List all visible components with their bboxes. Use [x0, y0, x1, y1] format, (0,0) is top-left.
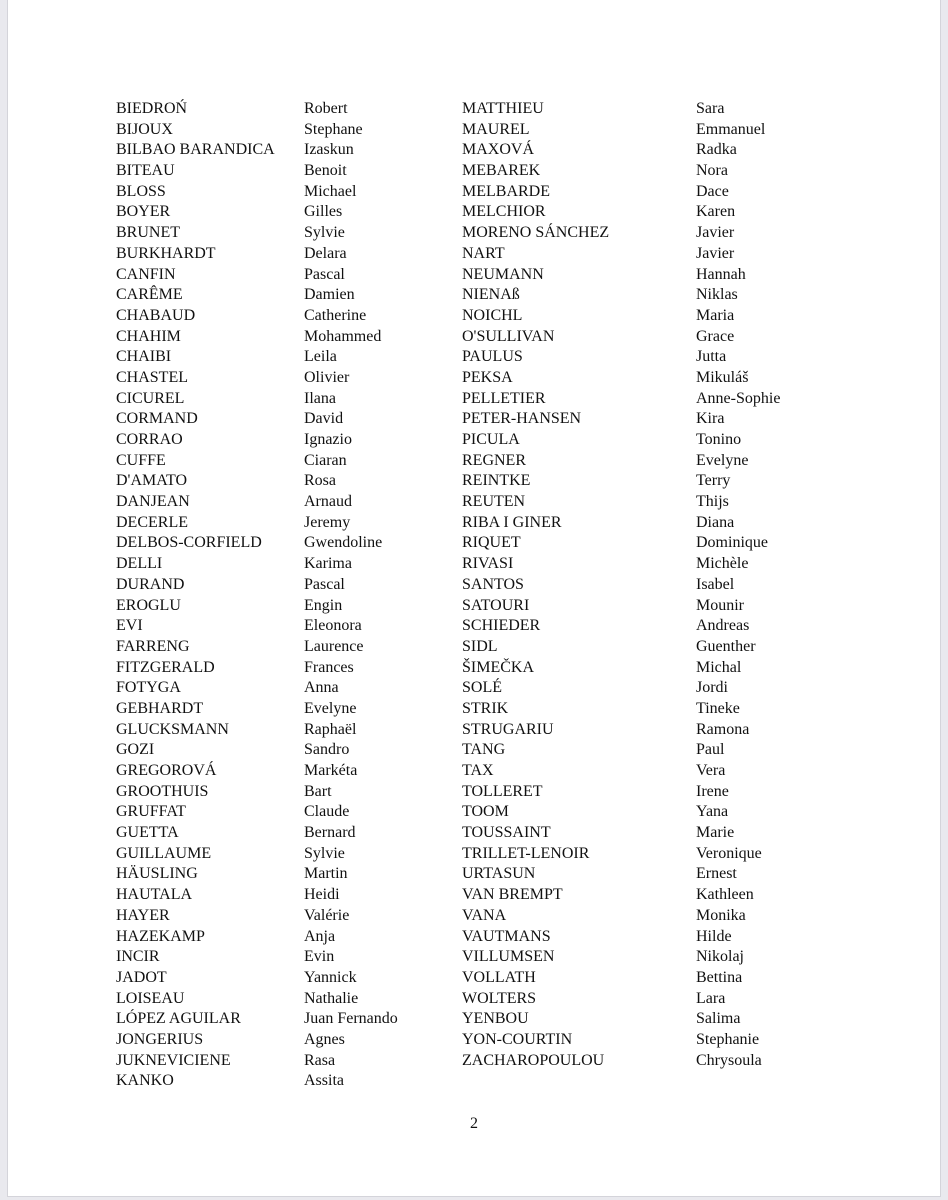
first-name-left: Frances — [304, 658, 354, 676]
surname-right: STRUGARIU — [462, 720, 554, 738]
surname-left: HAZEKAMP — [116, 927, 205, 945]
surname-left: LÓPEZ AGUILAR — [116, 1010, 241, 1028]
first-name-right: Yana — [696, 803, 729, 821]
surname-right: SIDL — [462, 637, 498, 655]
first-name-right: Michèle — [696, 555, 749, 573]
page-number: 2 — [470, 1115, 478, 1132]
name-row — [8, 202, 940, 223]
surname-right: MAXOVÁ — [462, 141, 534, 159]
first-name-left: Claude — [304, 803, 350, 821]
first-name-left: Anja — [304, 927, 336, 945]
first-name-left: Heidi — [304, 886, 340, 904]
surname-right: MORENO SÁNCHEZ — [462, 224, 610, 242]
first-name-left: Martin — [304, 865, 348, 883]
first-name-left: Sylvie — [304, 844, 345, 862]
first-name-right: Radka — [696, 141, 737, 159]
first-name-left: Jeremy — [304, 513, 351, 531]
first-name-left: Mohammed — [304, 327, 382, 345]
surname-right: TOUSSAINT — [462, 824, 551, 842]
name-row — [8, 1030, 940, 1051]
surname-right: YENBOU — [462, 1010, 529, 1028]
surname-left: CHASTEL — [116, 368, 188, 386]
first-name-left: Bernard — [304, 824, 356, 842]
surname-left: BURKHARDT — [116, 244, 216, 262]
first-name-right: Lara — [696, 989, 726, 1007]
first-name-left: Arnaud — [304, 493, 352, 511]
surname-left: GUILLAUME — [116, 844, 212, 862]
first-name-right: Thijs — [696, 493, 729, 511]
surname-right: REINTKE — [462, 472, 531, 490]
surname-right: TAX — [462, 762, 494, 779]
first-name-right: Evelyne — [696, 451, 749, 469]
first-name-right: Ramona — [696, 720, 750, 738]
name-row — [8, 533, 940, 554]
name-row — [8, 492, 940, 513]
surname-right: VOLLATH — [462, 968, 536, 986]
surname-left: FARRENG — [116, 637, 190, 655]
first-name-right: Ernest — [696, 865, 737, 883]
name-row — [8, 989, 940, 1010]
name-row — [8, 906, 940, 927]
surname-right: MELCHIOR — [462, 203, 546, 221]
name-row — [8, 720, 940, 741]
first-name-left: Michael — [304, 182, 357, 200]
first-name-right: Grace — [696, 327, 735, 345]
surname-right: MELBARDE — [462, 182, 550, 200]
name-row — [8, 306, 940, 327]
surname-right: TOOM — [462, 803, 509, 821]
surname-right: O'SULLIVAN — [462, 327, 555, 345]
surname-left: GROOTHUIS — [116, 782, 209, 800]
surname-right: RIVASI — [462, 555, 514, 573]
surname-right: MAUREL — [462, 120, 530, 138]
surname-left: D'AMATO — [116, 472, 188, 490]
surname-left: CHAHIM — [116, 327, 181, 345]
first-name-right: Mounir — [696, 596, 744, 614]
first-name-right: Andreas — [696, 617, 750, 635]
first-name-right: Vera — [696, 762, 726, 779]
first-name-right: Bettina — [696, 968, 743, 986]
first-name-left: Valérie — [304, 906, 350, 924]
first-name-left: Bart — [304, 782, 332, 800]
first-name-left: Nathalie — [304, 989, 359, 1007]
surname-left: CHABAUD — [116, 306, 196, 324]
first-name-left: Evelyne — [304, 699, 357, 717]
first-name-right: Dace — [696, 182, 729, 200]
surname-right: RIBA I GINER — [462, 513, 562, 531]
surname-right: MATTHIEU — [462, 100, 544, 117]
name-row — [8, 968, 940, 989]
first-name-right: Tineke — [696, 699, 740, 717]
name-row — [8, 223, 940, 244]
name-row — [8, 658, 940, 679]
first-name-right: Marie — [696, 824, 735, 842]
first-name-right: Nora — [696, 162, 728, 180]
first-name-left: Assita — [304, 1072, 344, 1090]
name-row — [8, 182, 940, 203]
surname-right: YON-COURTIN — [462, 1030, 573, 1048]
surname-left: GREGOROVÁ — [116, 762, 217, 779]
first-name-left: Markéta — [304, 762, 358, 779]
surname-right: PELLETIER — [462, 389, 546, 407]
name-row — [8, 1071, 940, 1092]
first-name-left: Stephane — [304, 120, 363, 138]
first-name-right: Javier — [696, 224, 735, 242]
surname-left: BIJOUX — [116, 120, 173, 138]
first-name-left: Pascal — [304, 265, 345, 283]
name-row — [8, 471, 940, 492]
surname-left: BITEAU — [116, 162, 175, 180]
first-name-right: Terry — [696, 472, 731, 490]
surname-left: GUETTA — [116, 824, 179, 842]
surname-right: SANTOS — [462, 575, 524, 593]
surname-right: ZACHAROPOULOU — [462, 1051, 605, 1069]
name-row — [8, 678, 940, 699]
surname-right: PAULUS — [462, 348, 523, 366]
first-name-left: Robert — [304, 100, 348, 117]
surname-left: GRUFFAT — [116, 803, 186, 821]
surname-left: DURAND — [116, 575, 185, 593]
first-name-left: Eleonora — [304, 617, 362, 635]
name-row — [8, 120, 940, 141]
surname-right: PEKSA — [462, 368, 513, 386]
surname-right: WOLTERS — [462, 989, 537, 1007]
name-row — [8, 740, 940, 761]
name-row — [8, 327, 940, 348]
surname-left: CICUREL — [116, 389, 185, 407]
name-row — [8, 885, 940, 906]
first-name-left: Engin — [304, 596, 343, 614]
name-row — [8, 1009, 940, 1030]
name-row — [8, 1051, 940, 1072]
surname-left: CORMAND — [116, 410, 198, 428]
first-name-right: Monika — [696, 906, 746, 924]
first-name-left: Ignazio — [304, 431, 352, 448]
surname-left: HAYER — [116, 906, 170, 924]
surname-right: SCHIEDER — [462, 617, 541, 635]
first-name-right: Tonino — [696, 431, 742, 448]
surname-left: JUKNEVICIENE — [116, 1051, 231, 1069]
surname-left: CORRAO — [116, 431, 183, 448]
document-page — [8, 0, 940, 1196]
surname-left: EROGLU — [116, 596, 181, 614]
first-name-right: Mikuláš — [696, 368, 749, 386]
name-row — [8, 389, 940, 410]
surname-left: LOISEAU — [116, 989, 185, 1007]
surname-left: BOYER — [116, 203, 171, 221]
first-name-right: Guenther — [696, 637, 756, 655]
surname-right: PETER-HANSEN — [462, 410, 582, 428]
name-row — [8, 823, 940, 844]
name-row — [8, 244, 940, 265]
first-name-left: Rasa — [304, 1051, 336, 1069]
surname-right: NART — [462, 244, 505, 262]
first-name-left: Olivier — [304, 368, 350, 386]
surname-right: SATOURI — [462, 596, 530, 614]
name-row — [8, 947, 940, 968]
first-name-left: Anna — [304, 679, 339, 697]
name-list — [8, 99, 940, 1092]
surname-right: ŠIMEČKA — [462, 658, 535, 676]
first-name-left: David — [304, 410, 344, 428]
name-row — [8, 430, 940, 451]
first-name-left: Sylvie — [304, 224, 345, 242]
surname-left: DELBOS-CORFIELD — [116, 534, 262, 552]
name-row — [8, 927, 940, 948]
first-name-right: Karen — [696, 203, 736, 221]
surname-left: FOTYGA — [116, 679, 181, 697]
first-name-right: Michal — [696, 658, 742, 676]
name-row — [8, 637, 940, 658]
surname-left: DECERLE — [116, 513, 188, 531]
name-row — [8, 451, 940, 472]
surname-right: REUTEN — [462, 493, 526, 511]
first-name-left: Agnes — [304, 1030, 345, 1048]
first-name-left: Izaskun — [304, 141, 354, 159]
surname-left: CARÊME — [116, 286, 183, 304]
first-name-right: Maria — [696, 306, 735, 324]
name-row — [8, 368, 940, 389]
name-row — [8, 596, 940, 617]
surname-right: TANG — [462, 741, 506, 759]
first-name-left: Laurence — [304, 637, 364, 655]
first-name-left: Rosa — [304, 472, 336, 490]
name-row — [8, 802, 940, 823]
name-row — [8, 265, 940, 286]
first-name-right: Javier — [696, 244, 735, 262]
surname-left: BILBAO BARANDICA — [116, 141, 275, 159]
first-name-right: Dominique — [696, 534, 768, 552]
first-name-left: Leila — [304, 348, 337, 366]
surname-right: MEBAREK — [462, 162, 541, 180]
surname-left: CHAIBI — [116, 348, 172, 366]
first-name-left: Gilles — [304, 203, 343, 221]
surname-right: REGNER — [462, 451, 526, 469]
name-row — [8, 782, 940, 803]
surname-right: VANA — [462, 906, 507, 924]
surname-left: INCIR — [116, 948, 160, 966]
surname-left: DELLI — [116, 555, 163, 573]
surname-right: VILLUMSEN — [462, 948, 555, 966]
first-name-left: Ilana — [304, 389, 336, 407]
surname-left: EVI — [116, 617, 143, 635]
first-name-right: Irene — [696, 782, 729, 800]
surname-left: CANFIN — [116, 265, 176, 283]
surname-left: BIEDROŃ — [116, 100, 188, 117]
first-name-right: Kira — [696, 410, 725, 428]
first-name-right: Sara — [696, 100, 725, 117]
first-name-right: Paul — [696, 741, 725, 759]
surname-left: GLUCKSMANN — [116, 720, 229, 738]
first-name-right: Emmanuel — [696, 120, 766, 138]
name-row — [8, 699, 940, 720]
surname-left: BRUNET — [116, 224, 180, 242]
first-name-right: Stephanie — [696, 1030, 760, 1048]
surname-left: DANJEAN — [116, 493, 190, 511]
surname-left: CUFFE — [116, 451, 166, 469]
first-name-right: Jordi — [696, 679, 728, 697]
first-name-right: Isabel — [696, 575, 735, 593]
first-name-left: Pascal — [304, 575, 345, 593]
first-name-left: Sandro — [304, 741, 350, 759]
first-name-left: Yannick — [304, 968, 357, 986]
name-row — [8, 409, 940, 430]
surname-right: VAN BREMPT — [462, 886, 563, 904]
first-name-right: Niklas — [696, 286, 738, 304]
name-row — [8, 761, 940, 782]
name-row — [8, 347, 940, 368]
name-row — [8, 575, 940, 596]
surname-right: SOLÉ — [462, 679, 502, 697]
surname-left: JONGERIUS — [116, 1030, 204, 1048]
surname-left: JADOT — [116, 968, 167, 986]
name-row — [8, 844, 940, 865]
first-name-right: Hilde — [696, 927, 732, 945]
surname-right: STRIK — [462, 699, 509, 717]
first-name-left: Raphaël — [304, 720, 357, 738]
name-row — [8, 616, 940, 637]
first-name-right: Salima — [696, 1010, 741, 1028]
first-name-right: Jutta — [696, 348, 727, 366]
first-name-right: Diana — [696, 513, 735, 531]
first-name-left: Ciaran — [304, 451, 347, 469]
first-name-right: Veronique — [696, 844, 762, 862]
name-row — [8, 513, 940, 534]
surname-left: FITZGERALD — [116, 658, 215, 676]
surname-left: HÄUSLING — [116, 865, 198, 883]
surname-right: TOLLERET — [462, 782, 543, 800]
first-name-left: Damien — [304, 286, 355, 304]
surname-right: VAUTMANS — [462, 927, 551, 945]
surname-right: TRILLET-LENOIR — [462, 844, 590, 862]
first-name-left: Juan Fernando — [304, 1010, 398, 1028]
surname-right: NIENAß — [462, 286, 520, 304]
first-name-left: Benoit — [304, 162, 347, 180]
first-name-right: Chrysoula — [696, 1051, 762, 1069]
first-name-left: Delara — [304, 244, 347, 262]
name-row — [8, 554, 940, 575]
surname-right: PICULA — [462, 431, 520, 448]
surname-right: NOICHL — [462, 306, 523, 324]
name-row — [8, 140, 940, 161]
name-row — [8, 161, 940, 182]
surname-left: KANKO — [116, 1072, 174, 1090]
name-row — [8, 864, 940, 885]
surname-right: RIQUET — [462, 534, 521, 552]
surname-left: GOZI — [116, 741, 155, 759]
first-name-right: Anne-Sophie — [696, 389, 781, 407]
surname-left: GEBHARDT — [116, 699, 204, 717]
first-name-right: Nikolaj — [696, 948, 744, 966]
surname-left: BLOSS — [116, 182, 166, 200]
surname-left: HAUTALA — [116, 886, 193, 904]
surname-right: URTASUN — [462, 865, 536, 883]
first-name-right: Kathleen — [696, 886, 754, 904]
name-row — [8, 99, 940, 120]
first-name-left: Evin — [304, 948, 335, 966]
first-name-left: Catherine — [304, 306, 367, 324]
first-name-right: Hannah — [696, 265, 746, 283]
surname-right: NEUMANN — [462, 265, 544, 283]
name-row — [8, 285, 940, 306]
first-name-left: Gwendoline — [304, 534, 383, 552]
first-name-left: Karima — [304, 555, 352, 573]
